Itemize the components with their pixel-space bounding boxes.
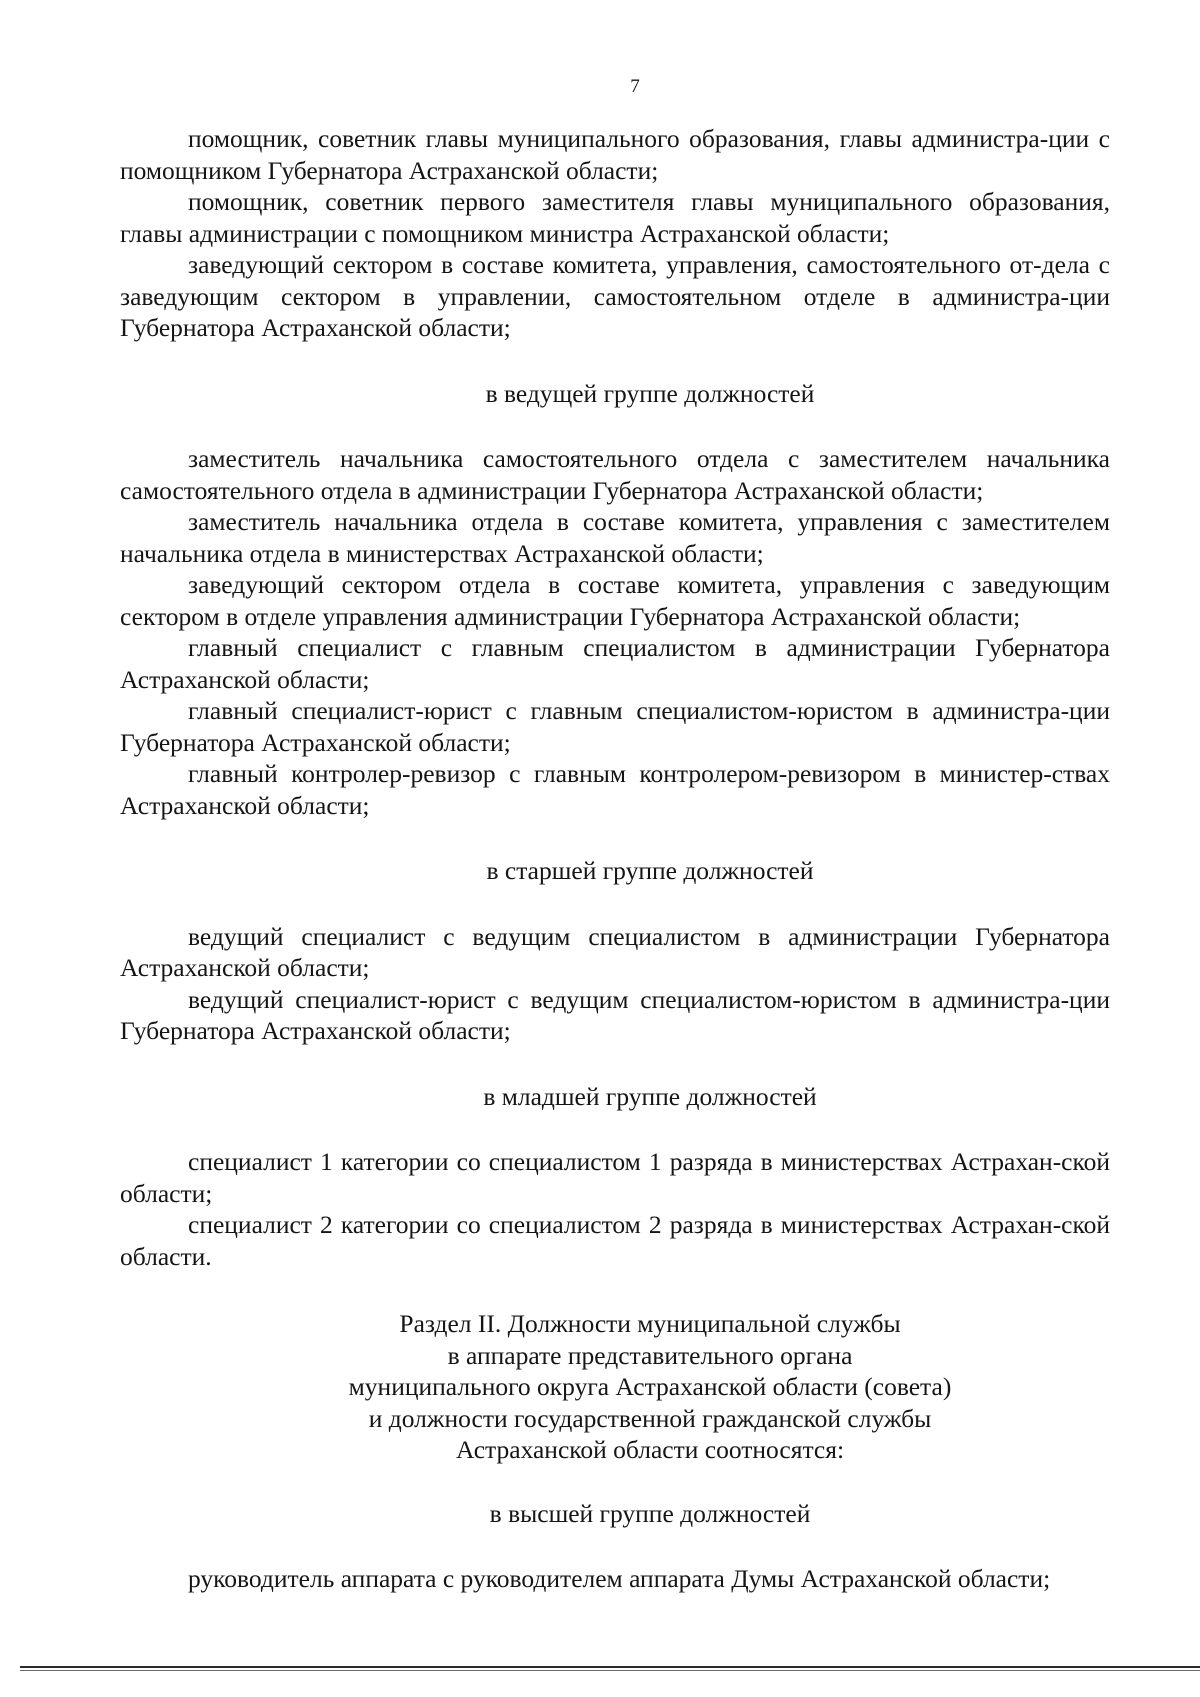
paragraph: заведующий сектором отдела в составе комитета, управления с заведующим сектором в отделе управления администрации Губернатора Астраханской области; — [120, 570, 1110, 631]
paragraph: заведующий сектором в составе комитета, управления, самостоятельного от-дела с заведующим сектором в управлении, самостоятельном отделе в администра-ции Губернатора Астраханской области; — [120, 250, 1110, 342]
paragraph: заместитель начальника самостоятельного отдела с заместителем начальника самостоятельного отдела в администрации Губернатора Астраханской области; — [120, 444, 1110, 505]
section-title-line: Астраханской области соотносятся: — [455, 1435, 845, 1464]
paragraph: главный специалист-юрист с главным специалистом-юристом в администра-ции Губернатора Астраханской области; — [120, 696, 1110, 757]
paragraph: специалист 1 категории со специалистом 1 разряда в министерствах Астрахан-ской области; — [120, 1147, 1110, 1208]
section-title-line: муниципального округа Астраханской области (совета) — [348, 1372, 952, 1401]
document-body — [120, 123, 1110, 1595]
group-heading-junior: в младшей группе должностей — [483, 1081, 817, 1111]
paragraph: ведущий специалист-юрист с ведущим специалистом-юристом в администра-ции Губернатора Астраханской области; — [120, 984, 1110, 1045]
paragraph: специалист 2 категории со специалистом 2 разряда в министерствах Астрахан-ской области. — [120, 1210, 1110, 1271]
paragraph: заместитель начальника отдела в составе комитета, управления с заместителем начальника отдела в министерствах Астраханской области; — [120, 507, 1110, 568]
paragraph: главный специалист с главным специалистом в администрации Губернатора Астраханской области; — [120, 633, 1110, 694]
bottom-rule-divider — [20, 1666, 1200, 1668]
section-title-line: Раздел II. Должности муниципальной службы — [399, 1309, 901, 1338]
group-heading-highest: в высшей группе должностей — [489, 1498, 811, 1528]
section-title-line: в аппарате представительного органа — [447, 1340, 853, 1370]
paragraph: руководитель аппарата с руководителем аппарата Думы Астраханской области; — [188, 1564, 1051, 1593]
paragraph: помощник, советник первого заместителя главы муниципального образования, главы администрации с помощником министра Астраханской области; — [120, 187, 1110, 248]
group-heading-leading: в ведущей группе должностей — [485, 378, 815, 408]
section-title-line: и должности государственной гражданской службы — [368, 1403, 932, 1433]
bottom-rule-divider — [20, 1670, 1200, 1671]
section-title — [120, 1308, 1110, 1466]
paragraph: главный контролер-ревизор с главным контролером-ревизором в министер-ствах Астраханской области; — [120, 759, 1110, 820]
paragraph: ведущий специалист с ведущим специалистом в администрации Губернатора Астраханской области; — [120, 921, 1110, 982]
paragraph: помощник, советник главы муниципального образования, главы администра-ции с помощником Губернатора Астраханской области; — [120, 124, 1110, 185]
page-number: 7 — [630, 76, 640, 97]
group-heading-senior: в старшей группе должностей — [486, 856, 814, 885]
